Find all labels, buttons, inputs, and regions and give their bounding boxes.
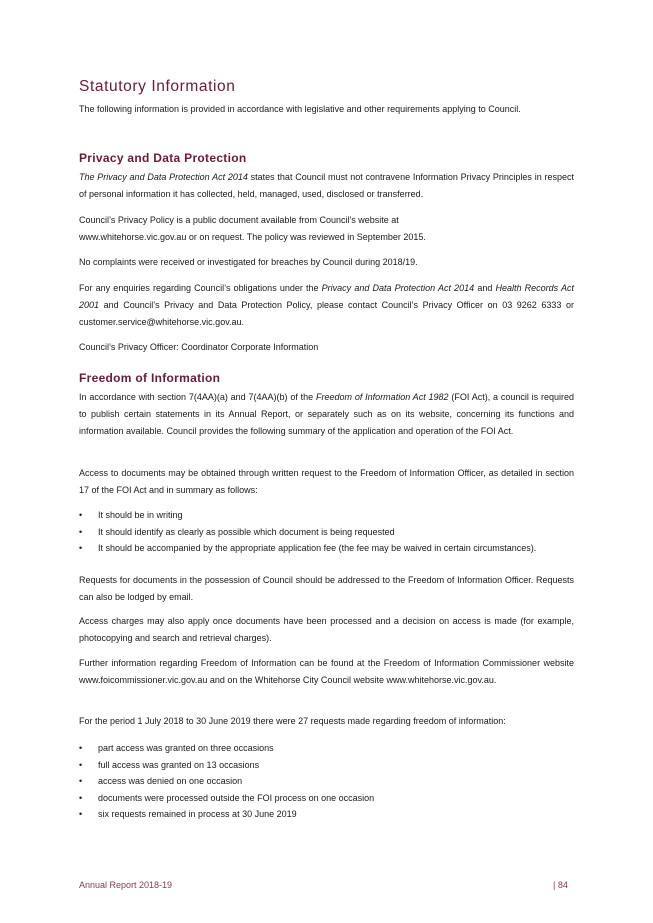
foi-paragraph-2: Access to documents may be obtained through written request to the Freedom of Information Officer, as detailed in section 17 of the FOI Act and in summary as follows: <box>79 468 574 495</box>
bullet-icon: • <box>79 543 83 553</box>
foi-requirements-list <box>79 507 574 557</box>
privacy-paragraph-1 <box>79 169 574 203</box>
act-title: The Privacy and Data Protection Act 2014 <box>79 172 248 182</box>
privacy-p2-line2: www.whitehorse.vic.gov.au or on request. The policy was reviewed in September 2015. <box>79 232 426 242</box>
bullet-icon: • <box>79 743 83 753</box>
privacy-heading: Privacy and Data Protection <box>79 151 247 165</box>
privacy-p4-a: For any enquiries regarding Council’s obligations under the <box>79 283 322 293</box>
privacy-paragraph-2 <box>79 212 574 246</box>
privacy-paragraph-4 <box>79 280 574 331</box>
bullet-icon: • <box>79 792 83 803</box>
privacy-p2-line1: Council’s Privacy Policy is a public document available from Council’s website at <box>79 215 399 225</box>
list-item: • full access was granted on 13 occasions <box>79 757 574 774</box>
act-title: Freedom of Information Act 1982 <box>316 392 449 402</box>
foi-paragraph-1 <box>79 389 574 440</box>
bullet-icon: • <box>79 510 83 520</box>
privacy-p1-text: states that Council must not contravene Information Privacy Principles in respect of personal information it has collected, held, managed, used, disclosed or transferred. <box>79 172 574 199</box>
page-title: Statutory Information <box>79 78 236 95</box>
list-item: • It should be in writing <box>79 507 574 524</box>
foi-p1-b: (FOI Act), a council is required to publish certain statements in its Annual Report, or separately such as on its website, concerning its functions and information available. Council provides the following summary of the application and operation of the FOI Act. <box>79 392 575 436</box>
foi-paragraph-6: For the period 1 July 2018 to 30 June 2019 there were 27 requests made regarding freedom of information: <box>79 716 506 726</box>
privacy-p4-b: and <box>474 283 496 293</box>
foi-paragraph-3: Requests for documents in the possession of Council should be addressed to the Freedom of Information Officer. Requests can also be lodged by email. <box>79 575 574 602</box>
footer-page-number: | 84 <box>553 880 568 890</box>
list-item: • documents were processed outside the FOI process on one occasion <box>79 790 574 807</box>
privacy-p4-c: and Council’s Privacy and Data Protection Policy, please contact Council’s Privacy Officer on 03 9262 6333 or customer.service@whitehorse.vic.gov.au. <box>79 300 574 327</box>
act-title: Health Records Act 2001 <box>79 283 574 310</box>
foi-paragraph-5: Further information regarding Freedom of Information can be found at the Freedom of Information Commissioner website www.foicommissioner.vic.gov.au and on the Whitehorse City Council website www.whitehorse.vic.gov.au. <box>79 658 574 685</box>
bullet-icon: • <box>79 776 83 786</box>
list-item: • It should identify as clearly as possible which document is being requested <box>79 524 574 541</box>
list-item: • access was denied on one occasion <box>79 773 574 790</box>
act-title: Privacy and Data Protection Act 2014 <box>321 283 475 293</box>
list-item: • It should be accompanied by the appropriate application fee (the fee may be waived in certain circumstances). <box>79 540 574 557</box>
bullet-icon: • <box>79 526 83 537</box>
foi-p1-a: In accordance with section 7(4AA)(a) and 7(4AA)(b) of the <box>79 392 317 402</box>
list-item: • part access was granted on three occasions <box>79 740 574 757</box>
bullet-icon: • <box>79 809 83 819</box>
foi-heading: Freedom of Information <box>79 371 221 385</box>
list-item: • six requests remained in process at 30 June 2019 <box>79 806 574 823</box>
footer-report-title: Annual Report 2018-19 <box>79 880 173 890</box>
intro-paragraph: The following information is provided in accordance with legislative and other requirements applying to Council. <box>79 104 521 114</box>
foi-outcomes-list <box>79 740 574 823</box>
privacy-paragraph-5: Council’s Privacy Officer: Coordinator Corporate Information <box>79 342 319 352</box>
bullet-icon: • <box>79 759 83 770</box>
privacy-paragraph-3: No complaints were received or investigated for breaches by Council during 2018/19. <box>79 257 418 267</box>
foi-paragraph-4: Access charges may also apply once documents have been processed and a decision on access is made (for example, photocopying and search and retrieval charges). <box>79 616 574 643</box>
